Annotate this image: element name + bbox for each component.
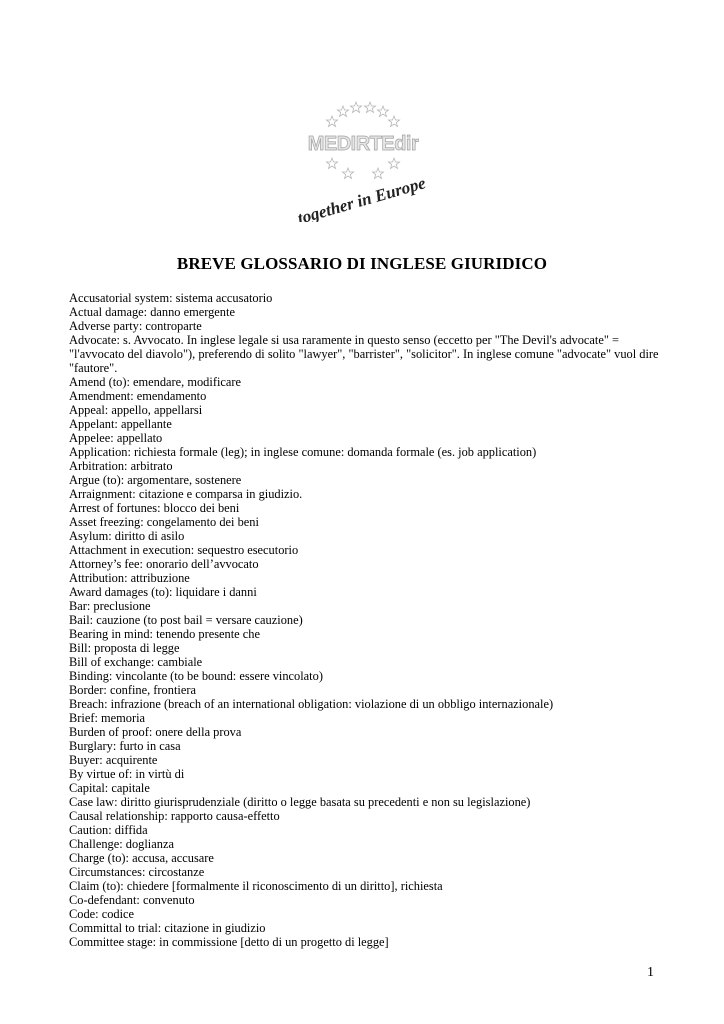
- glossary-entry: Bill: proposta di legge: [69, 641, 180, 655]
- glossary-list: [69, 291, 669, 949]
- logo-stars-bottom-icon: [327, 158, 400, 179]
- glossary-entry: Case law: diritto giurisprudenziale (diritto o legge basata su precedenti e non su legislazione): [69, 795, 531, 809]
- glossary-entry: Claim (to): chiedere [formalmente il riconoscimento di un diritto], richiesta: [69, 879, 443, 893]
- glossary-entry: Advocate: s. Avvocato. In inglese legale si usa raramente in questo senso (eccetto per "The Devil's advocate" = "l'avvocato del diavolo"), preferendo di solito "lawyer", "barrister", "solicitor". In inglese comune "advocate" vuol dire "fautore".: [69, 333, 659, 375]
- glossary-entry: Code: codice: [69, 907, 135, 921]
- glossary-entry: Charge (to): accusa, accusare: [69, 851, 214, 865]
- glossary-entry: Application: richiesta formale (leg); in inglese comune: domanda formale (es. job application): [69, 445, 537, 459]
- glossary-entry: Asset freezing: congelamento dei beni: [69, 515, 259, 529]
- glossary-entry: Capital: capitale: [69, 781, 150, 795]
- glossary-entry: Co-defendant: convenuto: [69, 893, 195, 907]
- logo-stars-icon: [327, 102, 400, 127]
- glossary-entry: Attorney’s fee: onorario dell’avvocato: [69, 557, 259, 571]
- page-number: 1: [647, 965, 654, 980]
- glossary-entry: Award damages (to): liquidare i danni: [69, 585, 257, 599]
- glossary-entry: Border: confine, frontiera: [69, 683, 196, 697]
- glossary-entry: Circumstances: circostanze: [69, 865, 205, 879]
- glossary-entry: By virtue of: in virtù di: [69, 767, 185, 781]
- glossary-entry: Appelant: appellante: [69, 417, 172, 431]
- glossary-entry: Appeal: appello, appellarsi: [69, 403, 203, 417]
- glossary-entry: Argue (to): argomentare, sostenere: [69, 473, 242, 487]
- glossary-entry: Committee stage: in commissione [detto di un progetto di legge]: [69, 935, 389, 949]
- glossary-entry: Arbitration: arbitrato: [69, 459, 173, 473]
- logo-graphic: [296, 98, 430, 222]
- glossary-entry: Appelee: appellato: [69, 431, 163, 445]
- glossary-entry: Bearing in mind: tenendo presente che: [69, 627, 260, 641]
- glossary-entry: Committal to trial: citazione in giudizio: [69, 921, 266, 935]
- glossary-entry: Attribution: attribuzione: [69, 571, 190, 585]
- glossary-entry: Buyer: acquirente: [69, 753, 158, 767]
- glossary-entry: Causal relationship: rapporto causa-effetto: [69, 809, 280, 823]
- glossary-entry: Attachment in execution: sequestro esecutorio: [69, 543, 299, 557]
- glossary-entry: Burden of proof: onere della prova: [69, 725, 242, 739]
- glossary-entry: Burglary: furto in casa: [69, 739, 181, 753]
- glossary-entry: Accusatorial system: sistema accusatorio: [69, 291, 273, 305]
- logo-wordmark: MEDIRTEdir: [307, 133, 419, 155]
- glossary-entry: Actual damage: danno emergente: [69, 305, 235, 319]
- glossary-entry: Arraignment: citazione e comparsa in giudizio.: [69, 487, 303, 501]
- glossary-entry: Amend (to): emendare, modificare: [69, 375, 242, 389]
- glossary-entry: Bill of exchange: cambiale: [69, 655, 203, 669]
- glossary-entry: Bail: cauzione (to post bail = versare cauzione): [69, 613, 303, 627]
- glossary-entry: Adverse party: controparte: [69, 319, 202, 333]
- glossary-entry: Asylum: diritto di asilo: [69, 529, 185, 543]
- glossary-entry: Arrest of fortunes: blocco dei beni: [69, 501, 240, 515]
- document-title: BREVE GLOSSARIO DI INGLESE GIURIDICO: [176, 254, 548, 273]
- glossary-entry: Challenge: doglianza: [69, 837, 174, 851]
- glossary-entry: Caution: diffida: [69, 823, 148, 837]
- logo-tagline: together in Europe: [296, 173, 428, 222]
- glossary-entry: Bar: preclusione: [69, 599, 151, 613]
- glossary-entry: Breach: infrazione (breach of an international obligation: violazione di un obbligo internazionale): [69, 697, 554, 711]
- glossary-entry: Binding: vincolante (to be bound: essere vincolato): [69, 669, 323, 683]
- glossary-entry: Amendment: emendamento: [69, 389, 207, 403]
- glossary-entry: Brief: memoria: [69, 711, 146, 725]
- logo: [296, 98, 430, 222]
